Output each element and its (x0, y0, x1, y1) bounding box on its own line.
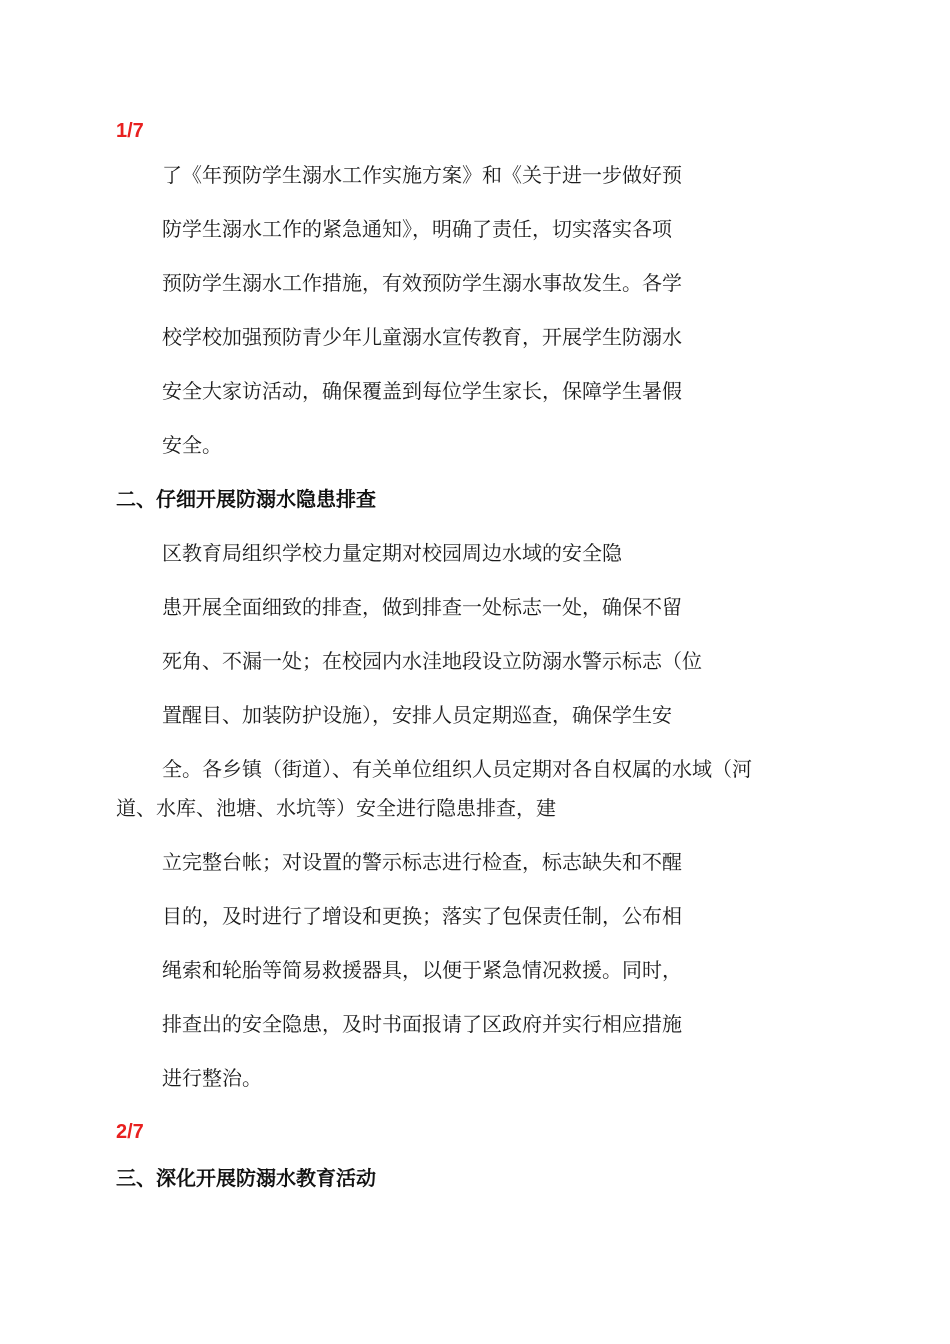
paragraph-line: 进行整治。 (162, 1066, 262, 1090)
paragraph-line: 排查出的安全隐患，及时书面报请了区政府并实行相应措施 (162, 1012, 682, 1036)
paragraph-line: 预防学生溺水工作措施，有效预防学生溺水事故发生。各学 (162, 271, 682, 295)
paragraph-line: 校学校加强预防青少年儿童溺水宣传教育，开展学生防溺水 (162, 325, 682, 349)
paragraph-line: 防学生溺水工作的紧急通知》，明确了责任，切实落实各项 (162, 217, 672, 241)
page-marker-2: 2/7 (116, 1121, 144, 1143)
paragraph-line: 死角、不漏一处；在校园内水洼地段设立防溺水警示标志（位 (162, 649, 702, 673)
section-heading-2: 二、仔细开展防溺水隐患排查 (116, 487, 376, 511)
paragraph-line: 立完整台帐；对设置的警示标志进行检查，标志缺失和不醒 (162, 850, 682, 874)
paragraph-line: 了《年预防学生溺水工作实施方案》和《关于进一步做好预 (162, 163, 682, 187)
section-heading-3: 三、深化开展防溺水教育活动 (116, 1166, 376, 1190)
paragraph-line: 目的，及时进行了增设和更换；落实了包保责任制，公布相 (162, 904, 682, 928)
paragraph-line: 安全大家访活动，确保覆盖到每位学生家长，保障学生暑假 (162, 379, 682, 403)
paragraph-line: 安全。 (162, 433, 222, 457)
page-marker-1: 1/7 (116, 120, 144, 142)
paragraph-line: 道、水库、池塘、水坑等）安全进行隐患排查，建 (116, 796, 556, 820)
paragraph-line: 患开展全面细致的排查，做到排查一处标志一处，确保不留 (162, 595, 682, 619)
paragraph-line: 置醒目、加装防护设施），安排人员定期巡查，确保学生安 (162, 703, 672, 727)
paragraph-line: 区教育局组织学校力量定期对校园周边水域的安全隐 (162, 541, 622, 565)
paragraph-line: 绳索和轮胎等简易救援器具，以便于紧急情况救援。同时， (162, 958, 682, 982)
paragraph-line: 全。各乡镇（街道）、有关单位组织人员定期对各自权属的水域（河 (162, 757, 752, 781)
